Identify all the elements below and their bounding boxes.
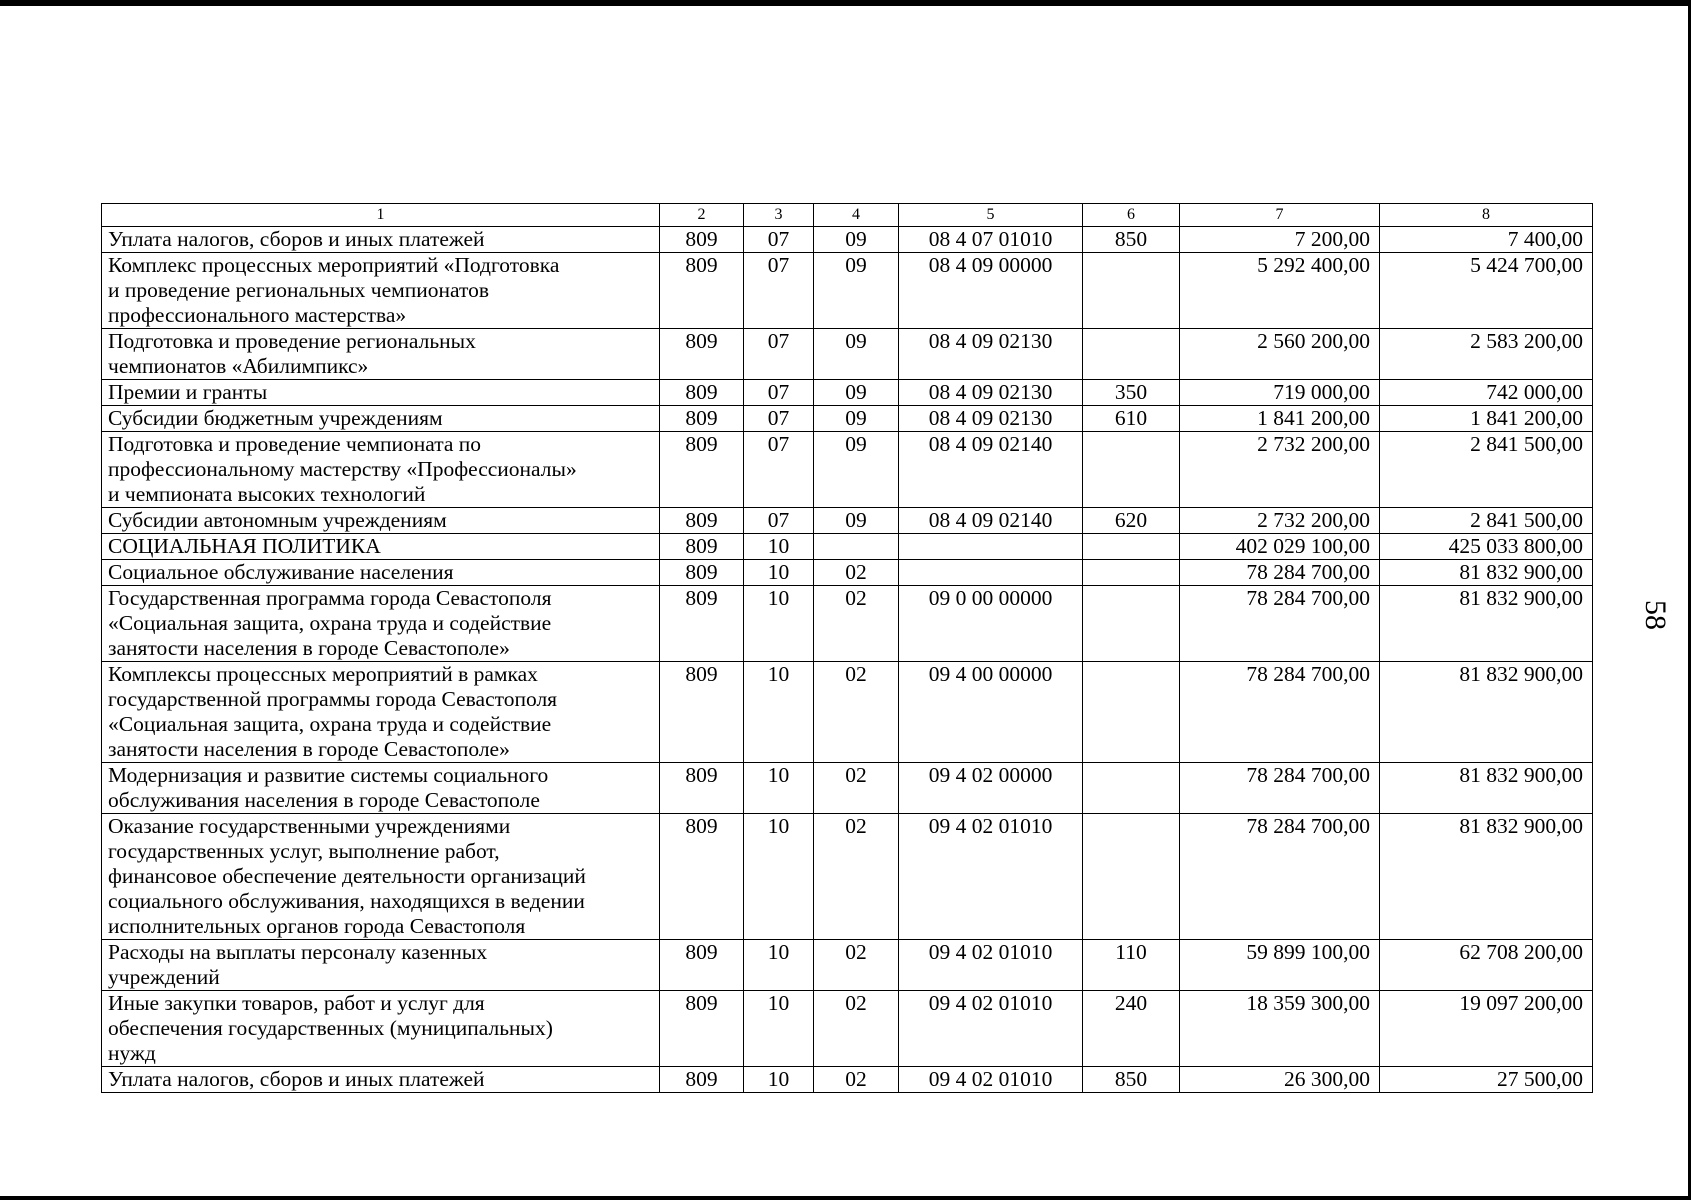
amount-year-1-cell: 78 284 700,00 [1180,662,1380,763]
target-article-cell: 09 4 02 01010 [899,940,1083,991]
amount-year-1-cell: 78 284 700,00 [1180,586,1380,662]
target-article-cell: 09 0 00 00000 [899,586,1083,662]
table-row [102,508,1593,534]
section-cell: 10 [744,814,814,940]
table-row [102,227,1593,253]
amount-year-1-cell: 2 732 200,00 [1180,432,1380,508]
amount-year-2-cell: 27 500,00 [1380,1067,1593,1093]
table-row [102,940,1593,991]
subsection-cell: 02 [814,560,899,586]
table-row [102,534,1593,560]
description-cell: Уплата налогов, сборов и иных платежей [102,1067,660,1093]
table-body [102,204,1593,1093]
expense-type-cell: 850 [1083,227,1180,253]
expense-type-cell: 620 [1083,508,1180,534]
description-cell: Субсидии бюджетным учреждениям [102,406,660,432]
subsection-cell: 09 [814,253,899,329]
subsection-cell [814,534,899,560]
amount-year-1-cell: 2 732 200,00 [1180,508,1380,534]
header-cell: 6 [1083,204,1180,227]
description-cell: СОЦИАЛЬНАЯ ПОЛИТИКА [102,534,660,560]
section-cell: 10 [744,940,814,991]
subsection-cell: 02 [814,1067,899,1093]
amount-year-2-cell: 81 832 900,00 [1380,814,1593,940]
description-cell: Комплекс процессных мероприятий «Подготовка и проведение региональных чемпионатов профессионального мастерства» [102,253,660,329]
subsection-cell: 09 [814,380,899,406]
amount-year-1-cell: 78 284 700,00 [1180,814,1380,940]
amount-year-1-cell: 18 359 300,00 [1180,991,1380,1067]
target-article-cell: 09 4 00 00000 [899,662,1083,763]
admin-code-cell: 809 [660,662,744,763]
section-cell: 07 [744,329,814,380]
description-cell: Премии и гранты [102,380,660,406]
expense-type-cell: 350 [1083,380,1180,406]
description-cell: Комплексы процессных мероприятий в рамках государственной программы города Севастополя «Социальная защита, охрана труда и содействие занятости населения в городе Севастополе» [102,662,660,763]
budget-table [101,203,1593,1093]
admin-code-cell: 809 [660,586,744,662]
amount-year-2-cell: 2 583 200,00 [1380,329,1593,380]
target-article-cell: 08 4 09 02130 [899,380,1083,406]
subsection-cell: 09 [814,508,899,534]
amount-year-2-cell: 81 832 900,00 [1380,662,1593,763]
amount-year-1-cell: 5 292 400,00 [1180,253,1380,329]
description-cell: Субсидии автономным учреждениям [102,508,660,534]
admin-code-cell: 809 [660,763,744,814]
target-article-cell [899,534,1083,560]
page-number: 58 [1639,600,1672,630]
target-article-cell: 08 4 09 02130 [899,329,1083,380]
expense-type-cell [1083,814,1180,940]
description-cell: Расходы на выплаты персоналу казенных учреждений [102,940,660,991]
table-row [102,662,1593,763]
subsection-cell: 02 [814,991,899,1067]
table-row [102,253,1593,329]
section-cell: 10 [744,560,814,586]
section-cell: 10 [744,763,814,814]
description-cell: Модернизация и развитие системы социального обслуживания населения в городе Севастополе [102,763,660,814]
admin-code-cell: 809 [660,508,744,534]
description-cell: Иные закупки товаров, работ и услуг для обеспечения государственных (муниципальных) нужд [102,991,660,1067]
amount-year-2-cell: 425 033 800,00 [1380,534,1593,560]
table-row [102,432,1593,508]
table-row [102,560,1593,586]
header-cell: 3 [744,204,814,227]
table-row [102,329,1593,380]
target-article-cell: 08 4 09 00000 [899,253,1083,329]
subsection-cell: 09 [814,432,899,508]
admin-code-cell: 809 [660,940,744,991]
admin-code-cell: 809 [660,253,744,329]
amount-year-2-cell: 5 424 700,00 [1380,253,1593,329]
expense-type-cell [1083,253,1180,329]
amount-year-1-cell: 7 200,00 [1180,227,1380,253]
admin-code-cell: 809 [660,380,744,406]
amount-year-2-cell: 742 000,00 [1380,380,1593,406]
target-article-cell: 08 4 09 02140 [899,508,1083,534]
table-row [102,586,1593,662]
description-cell: Социальное обслуживание населения [102,560,660,586]
amount-year-2-cell: 2 841 500,00 [1380,432,1593,508]
section-cell: 10 [744,586,814,662]
amount-year-1-cell: 78 284 700,00 [1180,763,1380,814]
target-article-cell: 09 4 02 01010 [899,991,1083,1067]
section-cell: 10 [744,662,814,763]
table-row [102,406,1593,432]
section-cell: 10 [744,1067,814,1093]
expense-type-cell [1083,662,1180,763]
section-cell: 07 [744,432,814,508]
subsection-cell: 02 [814,763,899,814]
header-cell: 1 [102,204,660,227]
section-cell: 10 [744,534,814,560]
subsection-cell: 09 [814,227,899,253]
amount-year-2-cell: 19 097 200,00 [1380,991,1593,1067]
admin-code-cell: 809 [660,534,744,560]
table-row [102,1067,1593,1093]
table-row [102,814,1593,940]
amount-year-1-cell: 2 560 200,00 [1180,329,1380,380]
description-cell: Подготовка и проведение региональных чемпионатов «Абилимпикс» [102,329,660,380]
header-cell: 7 [1180,204,1380,227]
expense-type-cell: 240 [1083,991,1180,1067]
header-cell: 5 [899,204,1083,227]
target-article-cell [899,560,1083,586]
amount-year-2-cell: 2 841 500,00 [1380,508,1593,534]
expense-type-cell [1083,763,1180,814]
amount-year-1-cell: 78 284 700,00 [1180,560,1380,586]
expense-type-cell: 610 [1083,406,1180,432]
description-cell: Государственная программа города Севастополя «Социальная защита, охрана труда и содействие занятости населения в городе Севастополе» [102,586,660,662]
target-article-cell: 08 4 09 02140 [899,432,1083,508]
table-row [102,991,1593,1067]
amount-year-1-cell: 719 000,00 [1180,380,1380,406]
subsection-cell: 02 [814,814,899,940]
admin-code-cell: 809 [660,1067,744,1093]
amount-year-1-cell: 402 029 100,00 [1180,534,1380,560]
section-cell: 07 [744,253,814,329]
amount-year-2-cell: 81 832 900,00 [1380,560,1593,586]
subsection-cell: 02 [814,586,899,662]
target-article-cell: 08 4 09 02130 [899,406,1083,432]
expense-type-cell [1083,534,1180,560]
admin-code-cell: 809 [660,329,744,380]
section-cell: 10 [744,991,814,1067]
amount-year-2-cell: 81 832 900,00 [1380,763,1593,814]
header-cell: 2 [660,204,744,227]
description-cell: Уплата налогов, сборов и иных платежей [102,227,660,253]
target-article-cell: 09 4 02 01010 [899,814,1083,940]
admin-code-cell: 809 [660,432,744,508]
description-cell: Оказание государственными учреждениями государственных услуг, выполнение работ, финансовое обеспечение деятельности организаций социального обслуживания, находящихся в ведении исполнительных органов города Севастополя [102,814,660,940]
amount-year-2-cell: 7 400,00 [1380,227,1593,253]
admin-code-cell: 809 [660,991,744,1067]
target-article-cell: 09 4 02 00000 [899,763,1083,814]
expense-type-cell: 110 [1083,940,1180,991]
section-cell: 07 [744,227,814,253]
header-cell: 4 [814,204,899,227]
admin-code-cell: 809 [660,406,744,432]
admin-code-cell: 809 [660,560,744,586]
table-header-row [102,204,1593,227]
section-cell: 07 [744,406,814,432]
table-row [102,380,1593,406]
subsection-cell: 09 [814,406,899,432]
section-cell: 07 [744,508,814,534]
subsection-cell: 02 [814,940,899,991]
subsection-cell: 02 [814,662,899,763]
target-article-cell: 09 4 02 01010 [899,1067,1083,1093]
header-cell: 8 [1380,204,1593,227]
subsection-cell: 09 [814,329,899,380]
expense-type-cell [1083,329,1180,380]
amount-year-1-cell: 26 300,00 [1180,1067,1380,1093]
expense-type-cell: 850 [1083,1067,1180,1093]
description-cell: Подготовка и проведение чемпионата по профессиональному мастерству «Профессионалы» и чемпионата высоких технологий [102,432,660,508]
amount-year-1-cell: 1 841 200,00 [1180,406,1380,432]
section-cell: 07 [744,380,814,406]
amount-year-2-cell: 62 708 200,00 [1380,940,1593,991]
expense-type-cell [1083,586,1180,662]
expense-type-cell [1083,560,1180,586]
amount-year-2-cell: 81 832 900,00 [1380,586,1593,662]
table-row [102,763,1593,814]
amount-year-1-cell: 59 899 100,00 [1180,940,1380,991]
admin-code-cell: 809 [660,227,744,253]
admin-code-cell: 809 [660,814,744,940]
target-article-cell: 08 4 07 01010 [899,227,1083,253]
amount-year-2-cell: 1 841 200,00 [1380,406,1593,432]
expense-type-cell [1083,432,1180,508]
